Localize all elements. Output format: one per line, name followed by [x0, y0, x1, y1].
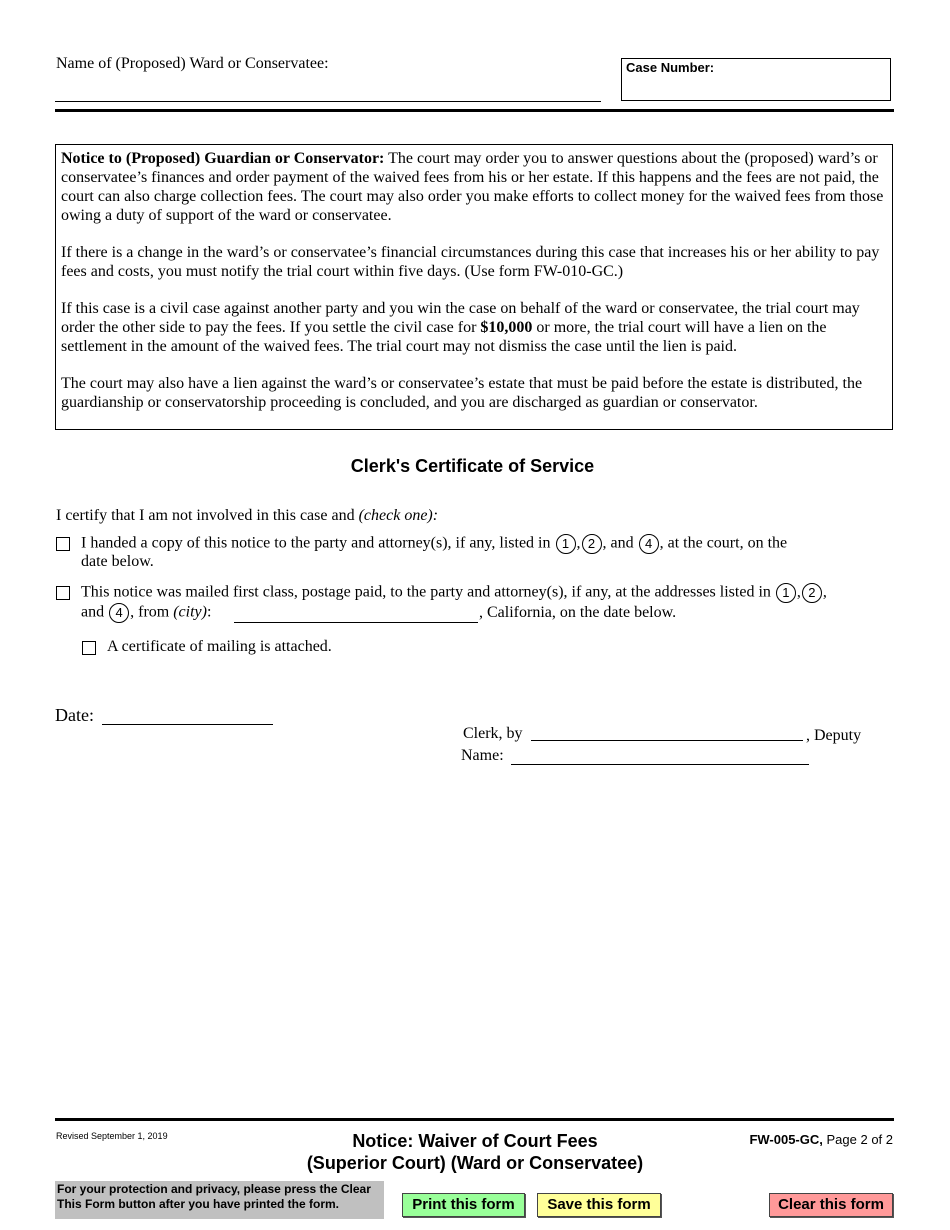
form-id [640, 1132, 893, 1147]
option-handed-checkbox[interactable] [56, 537, 70, 551]
notice-paragraph-4: The court may also have a lien against the ward’s or conservatee’s estate that must be paid before the estate is distributed, the guardianship or conservatorship proceeding is concluded, and you are discharged as guardian or conservator. [61, 375, 863, 411]
form-number: FW-005-GC, [749, 1132, 823, 1147]
notice-box [55, 144, 893, 430]
revised-date: Revised September 1, 2019 [56, 1131, 168, 1141]
option-mailed-from: , from [130, 603, 170, 621]
item-4-circle: 4 [109, 603, 129, 623]
city-label: (city) [173, 603, 207, 621]
notice-text-3a: If this case is a civil case against another party and you win the case on behalf of the ward or conservatee, the trial court may order the other side to pay the fees. If you settle the civil case for [61, 300, 860, 336]
certificate-title: Clerk's Certificate of Service [350, 456, 595, 476]
notice-text-1: The court may order you to answer questions about the (proposed) ward’s or conservatee’s finances and order payment of the waived fees from his or her estate. If this happens and the fees are not paid, the court can also charge collection fees. The court may also order you make efforts to collect money for the waived fees from those owing a duty of support of the ward or conservatee. [61, 150, 884, 224]
case-number-box[interactable] [621, 58, 891, 101]
option-handed-line2: date below. [81, 553, 154, 570]
ward-name-label: Name of (Proposed) Ward or Conservatee: [56, 55, 329, 72]
city-field[interactable] [234, 622, 478, 623]
certify-intro [56, 507, 438, 525]
option-mailed-end: , California, on the date below. [479, 604, 677, 621]
case-number-label: Case Number: [626, 60, 715, 75]
notice-paragraph-2: If there is a change in the ward’s or conservatee’s financial circumstances during this case that increases his or her ability to pay fees and costs, you must notify the trial court within five days. (Use form FW-010-GC.) [61, 244, 880, 280]
option-mailed-line2: and 4 , from (city): [81, 603, 211, 623]
item-4-circle: 4 [639, 534, 659, 554]
certify-intro-italic: (check one): [358, 507, 439, 524]
notice-paragraph-3 [61, 299, 887, 356]
option-mailed-label: This notice was mailed first class, postage paid, to the party and attorney(s), if any, at the addresses listed in [81, 583, 771, 601]
deputy-label: , Deputy [806, 727, 862, 744]
certificate-attached-label: A certificate of mailing is attached. [107, 638, 332, 655]
clerk-name-label: Name: [461, 747, 504, 764]
page-number: Page 2 of 2 [826, 1132, 893, 1147]
ward-name-field[interactable] [55, 101, 601, 102]
notice-text-3b: or more, the trial court will have a lien on the settlement in the amount of the waived fees. The trial court may not dismiss the case until the lien is paid. [61, 319, 827, 355]
option-handed-label-end: , at the court, on the [659, 534, 788, 552]
clerk-by-label: Clerk, by [463, 725, 523, 742]
clerk-name-field[interactable] [511, 764, 809, 765]
item-2-circle: 2 [582, 534, 602, 554]
date-field[interactable] [102, 724, 273, 725]
print-form-button[interactable]: Print this form [402, 1193, 525, 1217]
option-handed-and: , and [602, 534, 634, 552]
clear-form-button[interactable]: Clear this form [769, 1193, 893, 1217]
item-1-circle: 1 [556, 534, 576, 554]
option-mailed-and: and [81, 603, 105, 621]
privacy-notice: For your protection and privacy, please press the Clear This Form button after you have printed the form. [55, 1181, 384, 1219]
option-mailed-checkbox[interactable] [56, 586, 70, 600]
option-handed-label: I handed a copy of this notice to the party and attorney(s), if any, listed in [81, 534, 551, 552]
date-label: Date: [55, 705, 94, 725]
item-2-circle: 2 [802, 583, 822, 603]
save-form-button[interactable]: Save this form [537, 1193, 661, 1217]
footer-rule [55, 1118, 894, 1121]
option-handed-text: I handed a copy of this notice to the party and attorney(s), if any, listed in 1 , 2 , and 4 , at the court, on the [81, 534, 787, 554]
form-title-line1: Notice: Waiver of Court Fees [352, 1131, 598, 1151]
notice-paragraph-1 [61, 149, 887, 225]
notice-amount: $10,000 [480, 319, 533, 336]
clerk-field[interactable] [531, 740, 803, 741]
form-title-line2: (Superior Court) (Ward or Conservatee) [306, 1153, 644, 1173]
option-mailed-text: This notice was mailed first class, postage paid, to the party and attorney(s), if any, at the addresses listed in 1 , 2 , [81, 583, 827, 603]
certificate-attached-checkbox[interactable] [82, 641, 96, 655]
notice-heading: Notice to (Proposed) Guardian or Conservator: [61, 150, 385, 167]
certify-intro-text: I certify that I am not involved in this case and [56, 507, 359, 524]
header-rule [55, 109, 894, 112]
item-1-circle: 1 [776, 583, 796, 603]
